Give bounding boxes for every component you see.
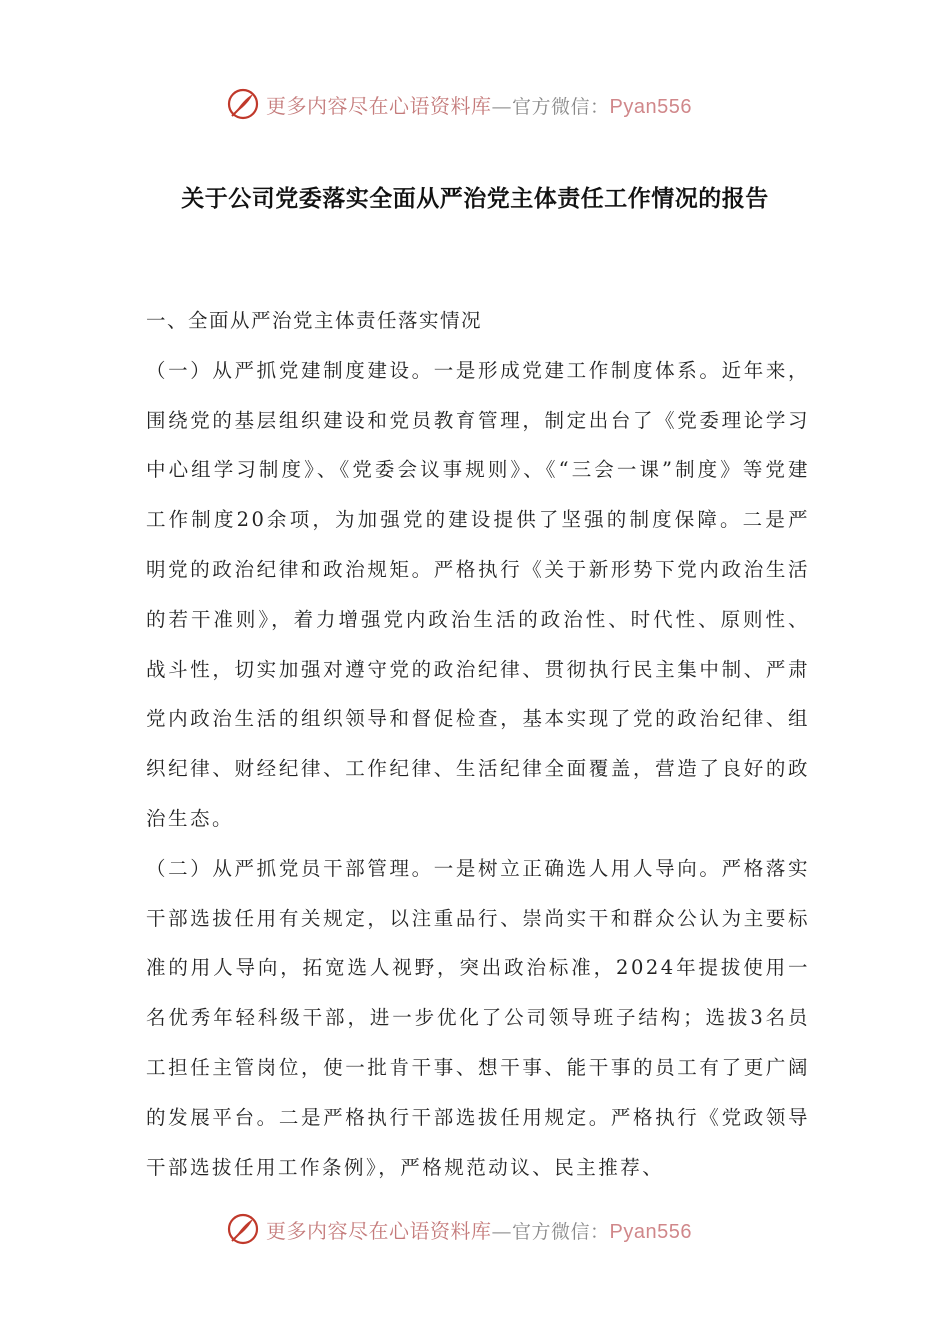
- body-paragraph: （一）从严抓党建制度建设。一是形成党建工作制度体系。近年来，围绕党的基层组织建设和党员教育管理，制定出台了《党委理论学习中心组学习制度》、《党委会议事规则》、《“三会一课”制度》等党建工作制度20余项，为加强党的建设提供了坚强的制度保障。二是严明党的政治纪律和政治规矩。严格执行《关于新形势下党内政治生活的若干准则》，着力增强党内政治生活的政治性、时代性、原则性、战斗性，切实加强对遵守党的政治纪律、贯彻执行民主集中制、严肃党内政治生活的组织领导和督促检查，基本实现了党的政治纪律、组织纪律、财经纪律、工作纪律、生活纪律全面覆盖，营造了良好的政治生态。: [146, 358, 810, 830]
- watermark-separator: —: [491, 93, 512, 118]
- watermark-text: [266, 1215, 692, 1244]
- document-body: [146, 296, 810, 1192]
- body-paragraph: （二）从严抓党员干部管理。一是树立正确选人用人导向。严格落实干部选拔任用有关规定，以注重品行、崇尚实干和群众公认为主要标准的用人导向，拓宽选人视野，突出政治标准，2024年提拔使用一名优秀年轻科级干部，进一步优化了公司领导班子结构；选拔3名员工担任主管岗位，使一批肯干事、想干事、能干事的员工有了更广阔的发展平台。二是严格执行干部选拔任用规定。严格执行《党政领导干部选拔任用工作条例》，严格规范动议、民主推荐、: [146, 856, 810, 1179]
- watermark-text: [266, 90, 692, 119]
- section-heading: 一、全面从严治党主体责任落实情况: [146, 309, 483, 332]
- watermark-separator: —: [491, 1218, 512, 1243]
- watermark-banner-bottom: [226, 1209, 692, 1249]
- watermark-site-text: 更多内容尽在心语资料库: [266, 1218, 492, 1243]
- feather-quill-logo-icon: [226, 1212, 260, 1246]
- feather-quill-logo-icon: [226, 87, 260, 121]
- document-title: 关于公司党委落实全面从严治党主体责任工作情况的报告: [181, 186, 769, 212]
- watermark-wechat-id: Pyan556: [609, 95, 692, 118]
- watermark-wechat-id: Pyan556: [609, 1220, 692, 1243]
- watermark-wechat-label: 官方微信：: [512, 95, 610, 118]
- watermark-site-text: 更多内容尽在心语资料库: [266, 93, 492, 118]
- watermark-wechat-label: 官方微信：: [512, 1220, 610, 1243]
- watermark-banner-top: [226, 84, 692, 124]
